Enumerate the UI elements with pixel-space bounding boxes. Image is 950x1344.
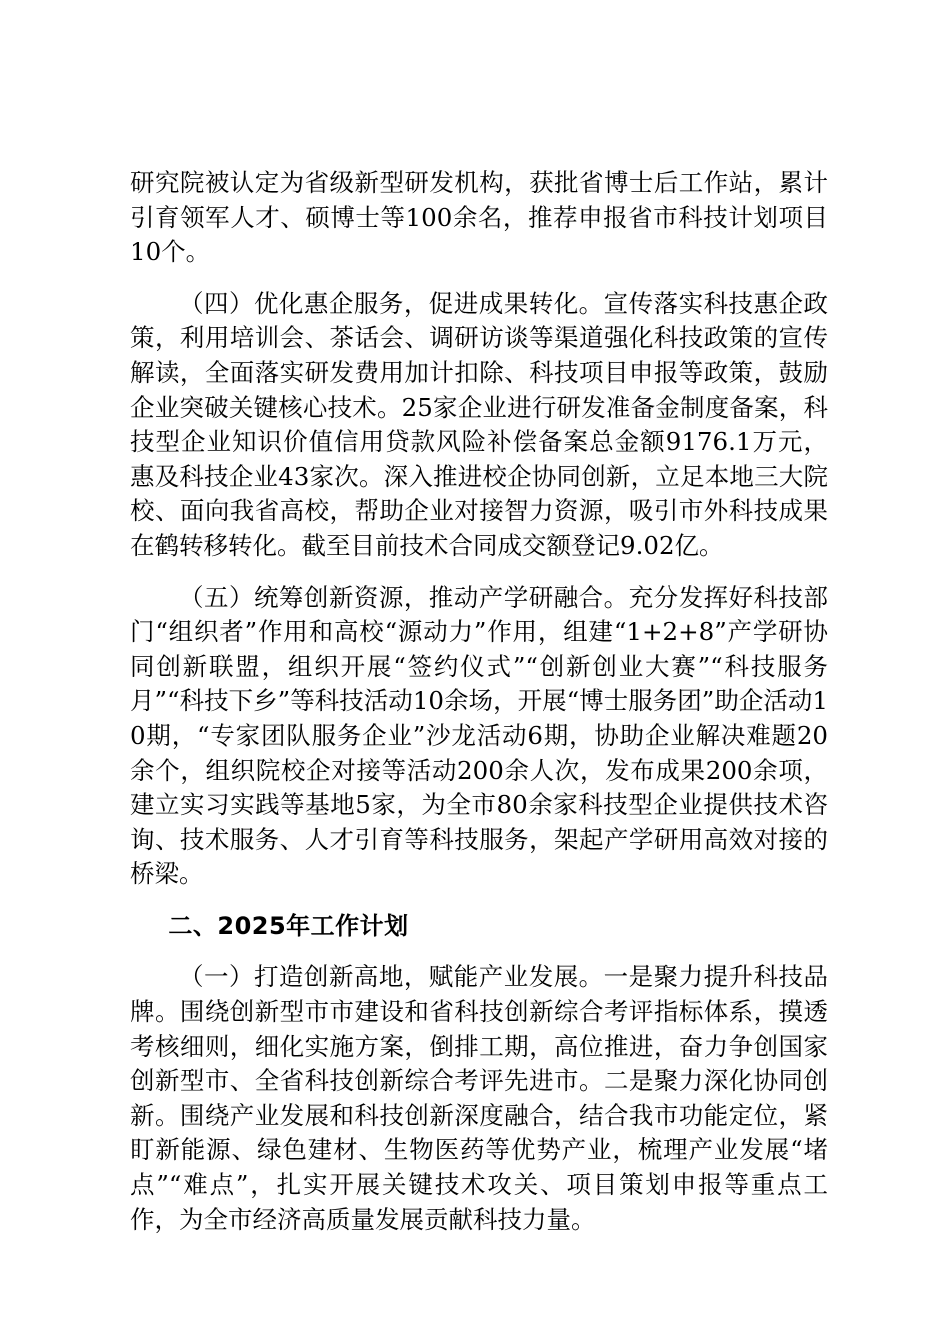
paragraph-plan-one: （一）打造创新高地，赋能产业发展。一是聚力提升科技品牌。围绕创新型市市建设和省科技创新综合考评指标体系，摸透考核细则，细化实施方案，倒排工期，高位推进，奋力争创国家创新型市、全省科技创新综合考评先进市。二是聚力深化协同创新。围绕产业发展和科技创新深度融合，结合我市功能定位，紧盯新能源、绿色建材、生物医药等优势产业，梳理产业发展“堵点”“难点”，扎实开展关键技术攻关、项目策划申报等重点工作，为全市经济高质量发展贡献科技力量。 xyxy=(130,962,828,1234)
paragraph-section-four: （四）优化惠企服务，促进成果转化。宣传落实科技惠企政策，利用培训会、茶话会、调研访谈等渠道强化科技政策的宣传解读，全面落实研发费用加计扣除、科技项目申报等政策，鼓励企业突破关键核心技术。25家企业进行研发准备金制度备案，科技型企业知识价值信用贷款风险补偿备案总金额9176.1万元，惠及科技企业43家次。深入推进校企协同创新，立足本地三大院校、面向我省高校，帮助企业对接智力资源，吸引市外科技成果在鹤转移转化。截至目前技术合同成交额登记9.02亿。 xyxy=(130,288,828,560)
document-body xyxy=(130,166,828,1254)
section-heading: 二、2025年工作计划 xyxy=(168,911,409,940)
paragraph-continuation: 研究院被认定为省级新型研发机构，获批省博士后工作站，累计引育领军人才、硕博士等100余名，推荐申报省市科技计划项目10个。 xyxy=(130,168,828,267)
paragraph-section-five: （五）统筹创新资源，推动产学研融合。充分发挥好科技部门“组织者”作用和高校“源动力”作用，组建“1+2+8”产学研协同创新联盟，组织开展“签约仪式”“创新创业大赛”“科技服务月”“科技下乡”等科技活动10余场，开展“博士服务团”助企活动10期，“专家团队服务企业”沙龙活动6期，协助企业解决难题20余个，组织院校企对接等活动200余人次，发布成果200余项，建立实习实践等基地5家，为全市80余家科技型企业提供技术咨询、技术服务、人才引育等科技服务，架起产学研用高效对接的桥梁。 xyxy=(130,582,828,889)
